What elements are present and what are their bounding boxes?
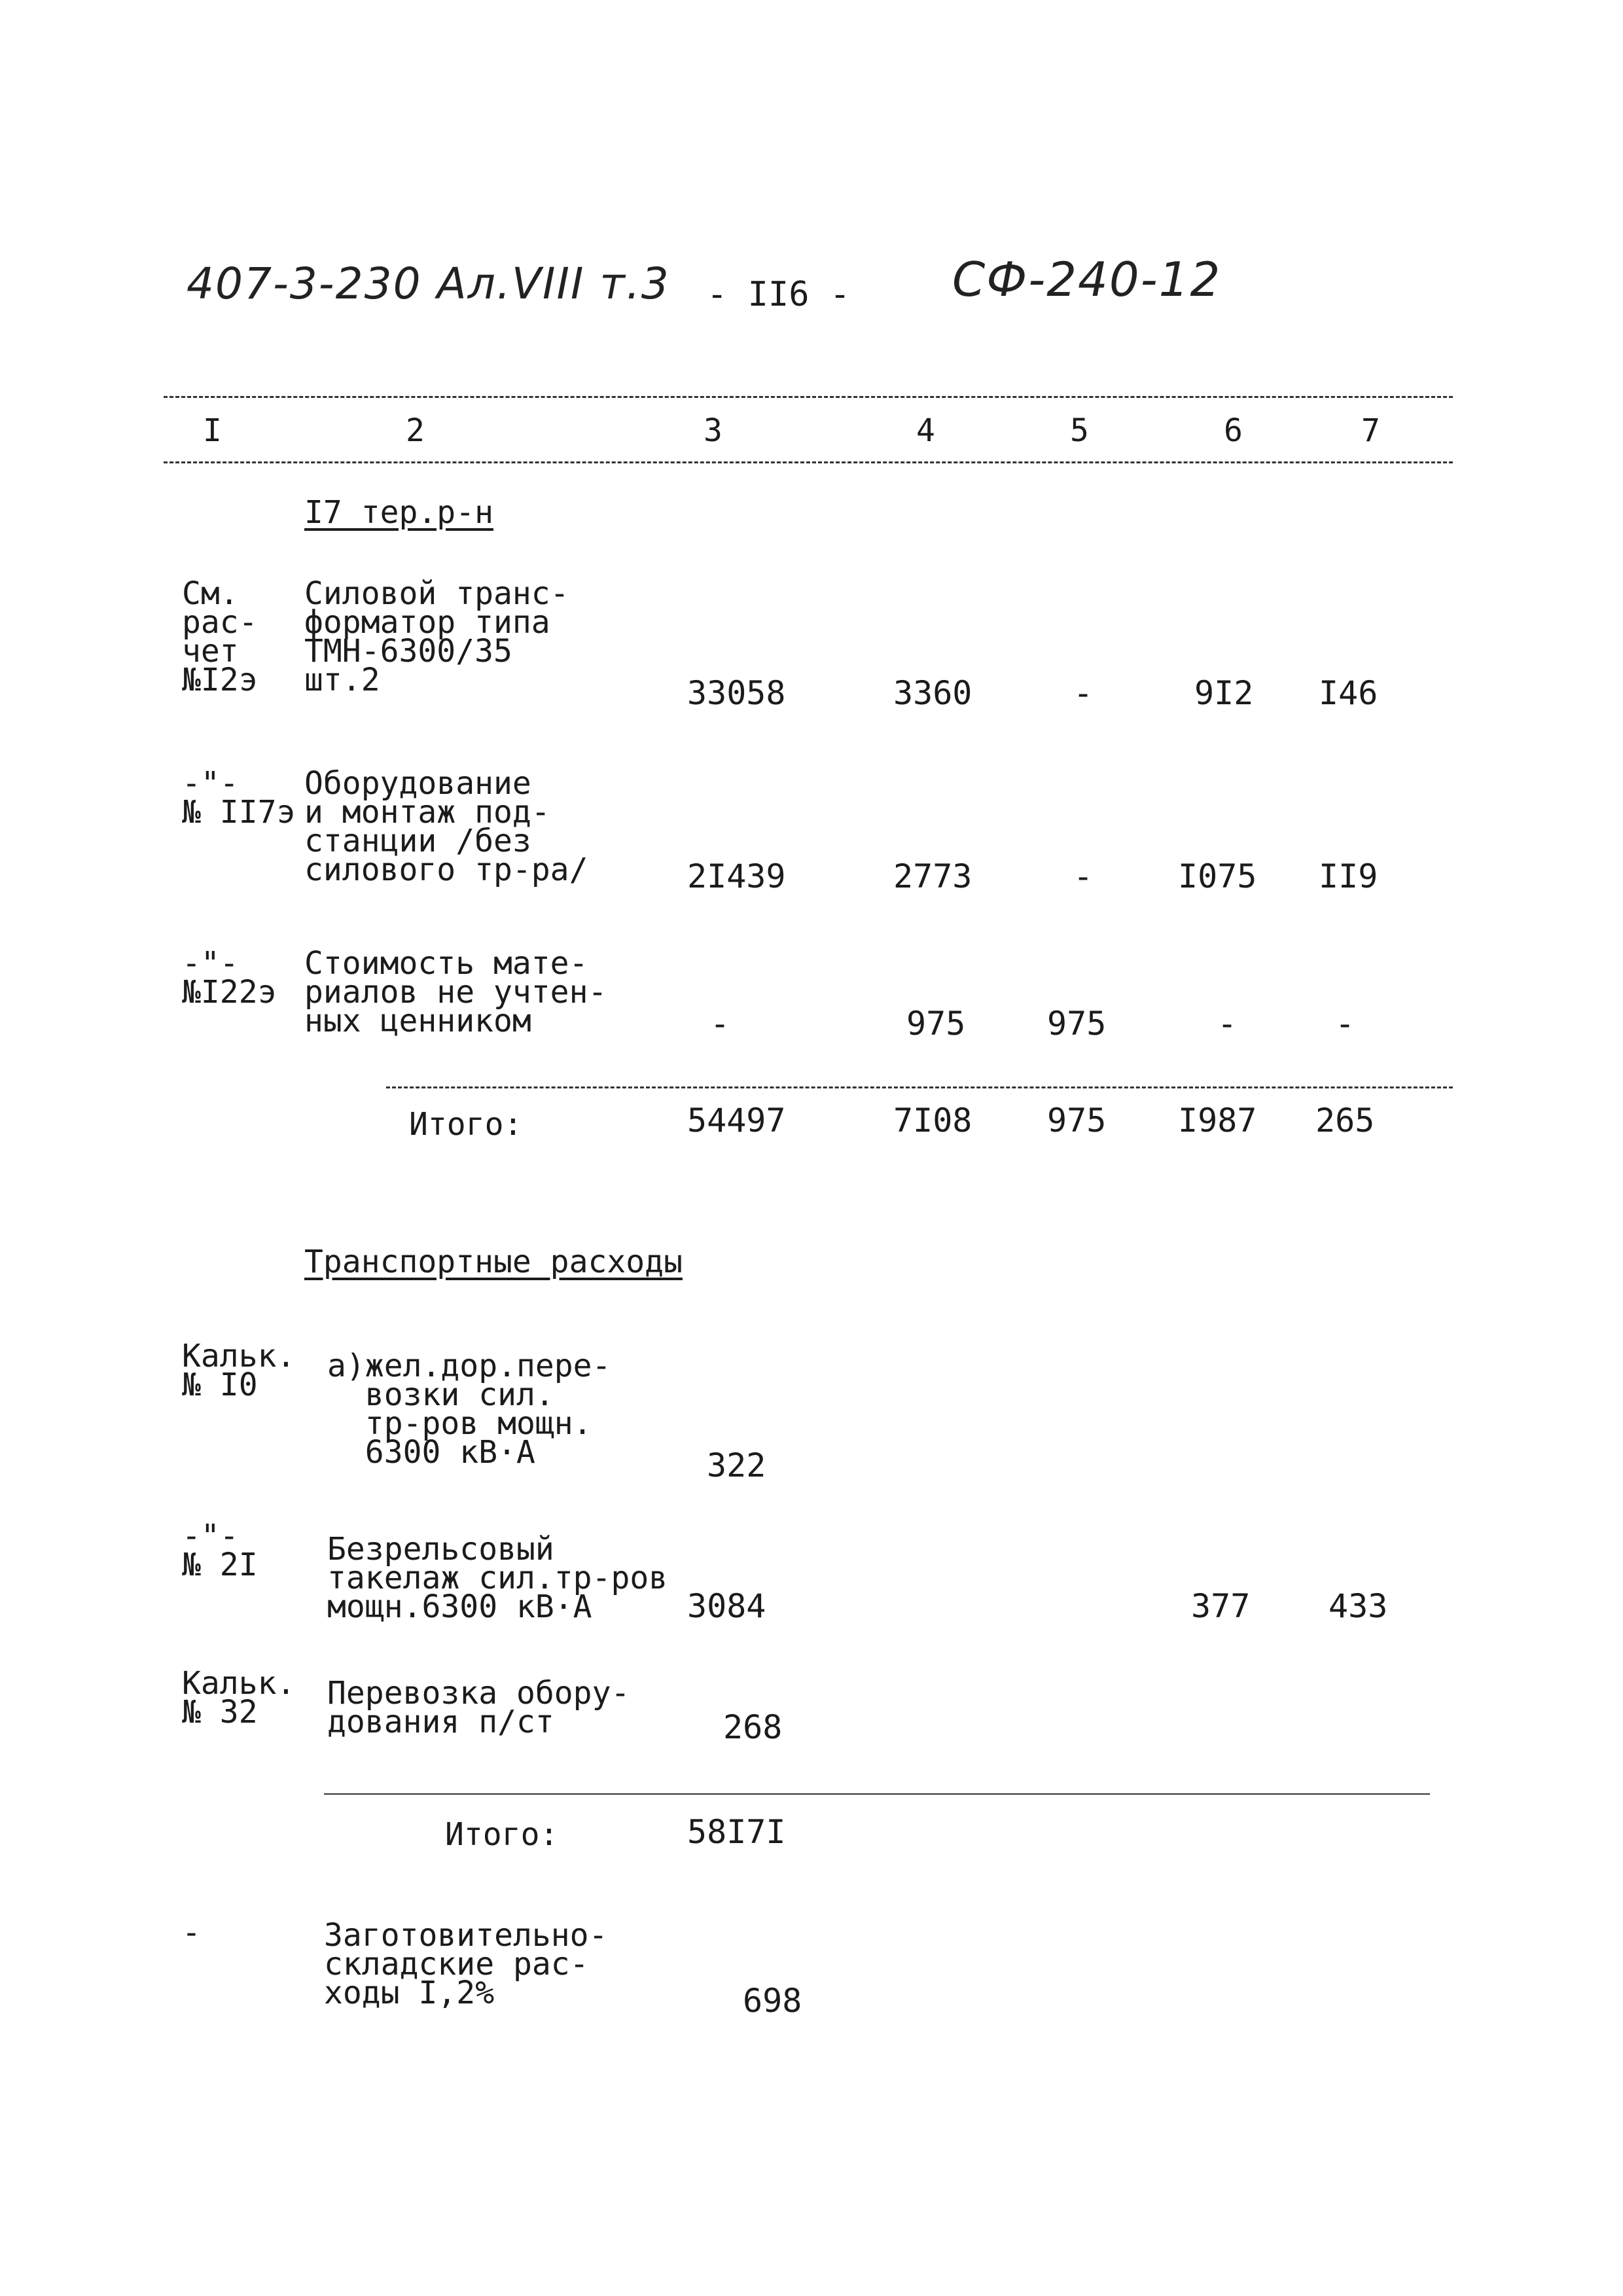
row3-col4: 975 <box>906 1005 966 1043</box>
transport-row1-description: а)жел.дор.пере- возки сил. тр-ров мощн. 6300 кВ·А <box>327 1348 611 1471</box>
section-title-transport: Транспортные расходы <box>304 1244 683 1280</box>
section1-total-col5: 975 <box>1047 1102 1107 1139</box>
section1-total-col7: 265 <box>1315 1102 1375 1139</box>
section1-total-rule <box>386 1086 1453 1088</box>
col-header-2: 2 <box>406 412 425 449</box>
table-top-rule <box>164 396 1453 398</box>
section1-total-label: Итого: <box>409 1106 523 1143</box>
row1-col3: 33058 <box>687 674 786 712</box>
transport-row3-col3: 268 <box>723 1708 783 1746</box>
col-header-6: 6 <box>1224 412 1243 449</box>
section1-total-col3: 54497 <box>687 1102 786 1139</box>
row3-col6: - <box>1217 1005 1238 1043</box>
page-number: - II6 - <box>707 275 851 314</box>
row1-reference: См. рас- чет №I2э <box>182 575 258 698</box>
row1-col5: - <box>1073 674 1094 712</box>
transport-row3-reference: Кальк. № 32 <box>182 1665 296 1731</box>
row2-col3: 2I439 <box>687 857 786 895</box>
transport-row2-col6: 377 <box>1191 1587 1251 1625</box>
document-code: 407-3-230 Ал.VIII т.3 <box>187 259 670 309</box>
procurement-reference: - <box>182 1914 201 1951</box>
col-header-7: 7 <box>1361 412 1380 449</box>
section2-total-col3: 58I7I <box>687 1813 786 1851</box>
transport-row2-col7: 433 <box>1329 1587 1388 1625</box>
procurement-col3: 698 <box>743 1982 802 2020</box>
transport-row1-reference: Кальк. № I0 <box>182 1338 296 1403</box>
col-header-4: 4 <box>916 412 935 449</box>
row1-col4: 3360 <box>893 674 972 712</box>
section1-total-col4: 7I08 <box>893 1102 972 1139</box>
row3-description: Стоимость мате- риалов не учтен- ных ценником <box>304 945 607 1039</box>
row1-col7: I46 <box>1319 674 1378 712</box>
row2-description: Оборудование и монтаж под- станции /без силового тр-ра/ <box>304 765 588 888</box>
transport-row2-description: Безрельсовый такелаж сил.тр-ров мощн.6300 кВ·А <box>327 1531 668 1625</box>
row2-col4: 2773 <box>893 857 972 895</box>
row3-reference: -"- №I22э <box>182 945 277 1011</box>
row2-col6: I075 <box>1178 857 1257 895</box>
row2-reference: -"- № II7э <box>182 765 296 831</box>
transport-row1-col3: 322 <box>707 1446 766 1484</box>
col-header-5: 5 <box>1070 412 1089 449</box>
row2-col7: II9 <box>1319 857 1378 895</box>
row2-col5: - <box>1073 857 1094 895</box>
section2-total-label: Итого: <box>445 1816 559 1853</box>
section2-total-rule <box>324 1793 1430 1795</box>
row3-col7: - <box>1335 1005 1355 1043</box>
col-header-3: 3 <box>704 412 722 449</box>
section1-total-col6: I987 <box>1178 1102 1257 1139</box>
transport-row3-description: Перевозка обору- дования п/ст <box>327 1675 630 1740</box>
transport-row2-reference: -"- № 2I <box>182 1518 258 1583</box>
row3-col3: - <box>710 1005 730 1043</box>
row1-col6: 9I2 <box>1194 674 1254 712</box>
table-header-rule <box>164 461 1453 463</box>
sheet-stamp: СФ-240-12 <box>952 252 1222 307</box>
procurement-description: Заготовительно- складские рас- ходы I,2% <box>324 1917 608 2011</box>
row3-col5: 975 <box>1047 1005 1107 1043</box>
row1-description: Силовой транс- форматор типа ТМН-6300/35 шт.2 <box>304 575 569 698</box>
transport-row2-col3: 3084 <box>687 1587 766 1625</box>
col-header-1: I <box>203 412 222 449</box>
section-title-region: I7 тер.р-н <box>304 494 493 531</box>
